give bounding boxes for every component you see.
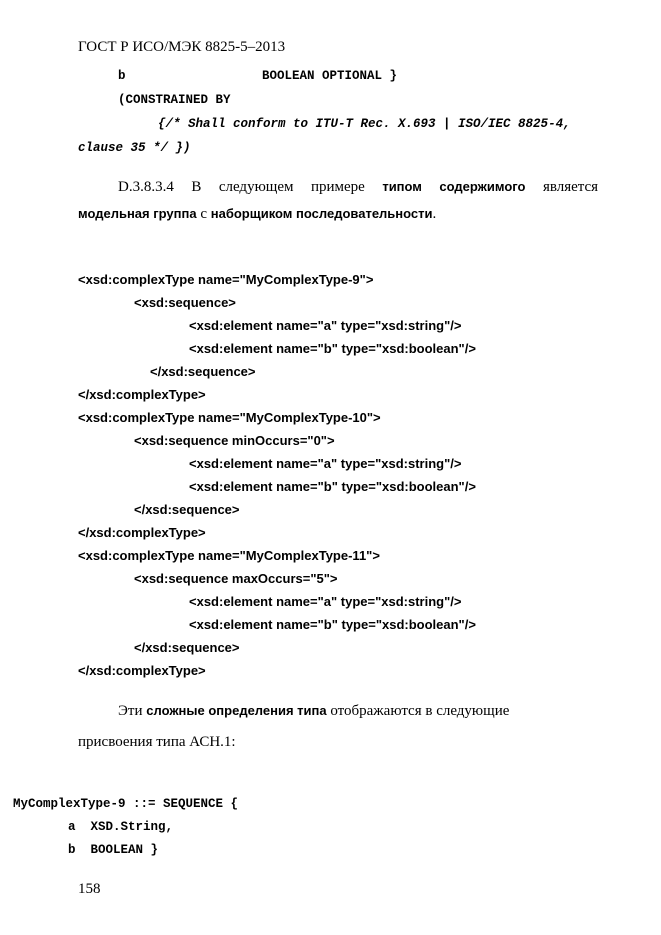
term-bold: содержимого <box>439 179 526 194</box>
xsd-line: <xsd:complexType name="MyComplexType-9"> <box>78 272 374 287</box>
para-word: . <box>432 206 437 222</box>
xsd-line: <xsd:complexType name="MyComplexType-10"> <box>78 410 381 425</box>
clause-number: D.3.8.3.4 <box>118 179 174 195</box>
para-word: В <box>191 179 202 195</box>
asn-comment-end: clause 35 */ }) <box>78 141 191 155</box>
page-number: 158 <box>78 881 101 897</box>
paragraph-1-line-2 <box>78 205 436 223</box>
xsd-line: </xsd:sequence> <box>134 502 240 517</box>
xsd-line: <xsd:element name="b" type="xsd:boolean"/> <box>189 341 476 356</box>
xsd-line: <xsd:sequence minOccurs="0"> <box>134 433 335 448</box>
term-bold: сложные определения типа <box>146 703 327 718</box>
xsd-line: </xsd:sequence> <box>150 364 256 379</box>
asn-line: MyComplexType-9 ::= SEQUENCE { <box>13 797 239 811</box>
para-word: Эти <box>118 703 147 719</box>
xsd-line: <xsd:sequence> <box>134 295 236 310</box>
xsd-line: </xsd:complexType> <box>78 387 206 402</box>
xsd-line: <xsd:element name="a" type="xsd:string"/> <box>189 318 462 333</box>
term-bold: наборщиком последовательности <box>210 206 433 221</box>
asn-line: b BOOLEAN } <box>68 843 159 857</box>
xsd-line: <xsd:complexType name="MyComplexType-11"> <box>78 548 380 563</box>
xsd-line: <xsd:element name="a" type="xsd:string"/> <box>189 594 462 609</box>
xsd-line: <xsd:element name="b" type="xsd:boolean"/> <box>189 479 476 494</box>
para-word: является <box>542 179 599 195</box>
page-header: ГОСТ Р ИСО/МЭК 8825-5–2013 <box>78 39 286 55</box>
paragraph-2-line-1 <box>118 702 509 720</box>
asn-field-b-name: b <box>118 69 126 83</box>
para-word: следующем <box>218 179 294 195</box>
para-word: отображаются в следующие <box>326 703 510 719</box>
xsd-line: <xsd:element name="a" type="xsd:string"/> <box>189 456 462 471</box>
asn-field-b-type: BOOLEAN OPTIONAL } <box>262 69 398 83</box>
asn-constrained-by: (CONSTRAINED BY <box>118 93 231 107</box>
xsd-line: <xsd:sequence maxOccurs="5"> <box>134 571 338 586</box>
xsd-line: </xsd:complexType> <box>78 663 206 678</box>
para-word: с <box>196 206 211 222</box>
xsd-line: </xsd:sequence> <box>134 640 240 655</box>
asn-comment-line: {/* Shall conform to ITU-T Rec. X.693 | ISO/IEC 8825-4, <box>158 117 571 131</box>
asn-line: a XSD.String, <box>68 820 174 834</box>
paragraph-1-line-1 <box>118 178 598 196</box>
term-bold: модельная группа <box>78 206 197 221</box>
paragraph-2-line-2: присвоения типа АСН.1: <box>78 734 236 750</box>
term-bold: типом <box>382 179 422 194</box>
para-word: примере <box>310 179 365 195</box>
xsd-line: </xsd:complexType> <box>78 525 206 540</box>
xsd-line: <xsd:element name="b" type="xsd:boolean"/> <box>189 617 476 632</box>
